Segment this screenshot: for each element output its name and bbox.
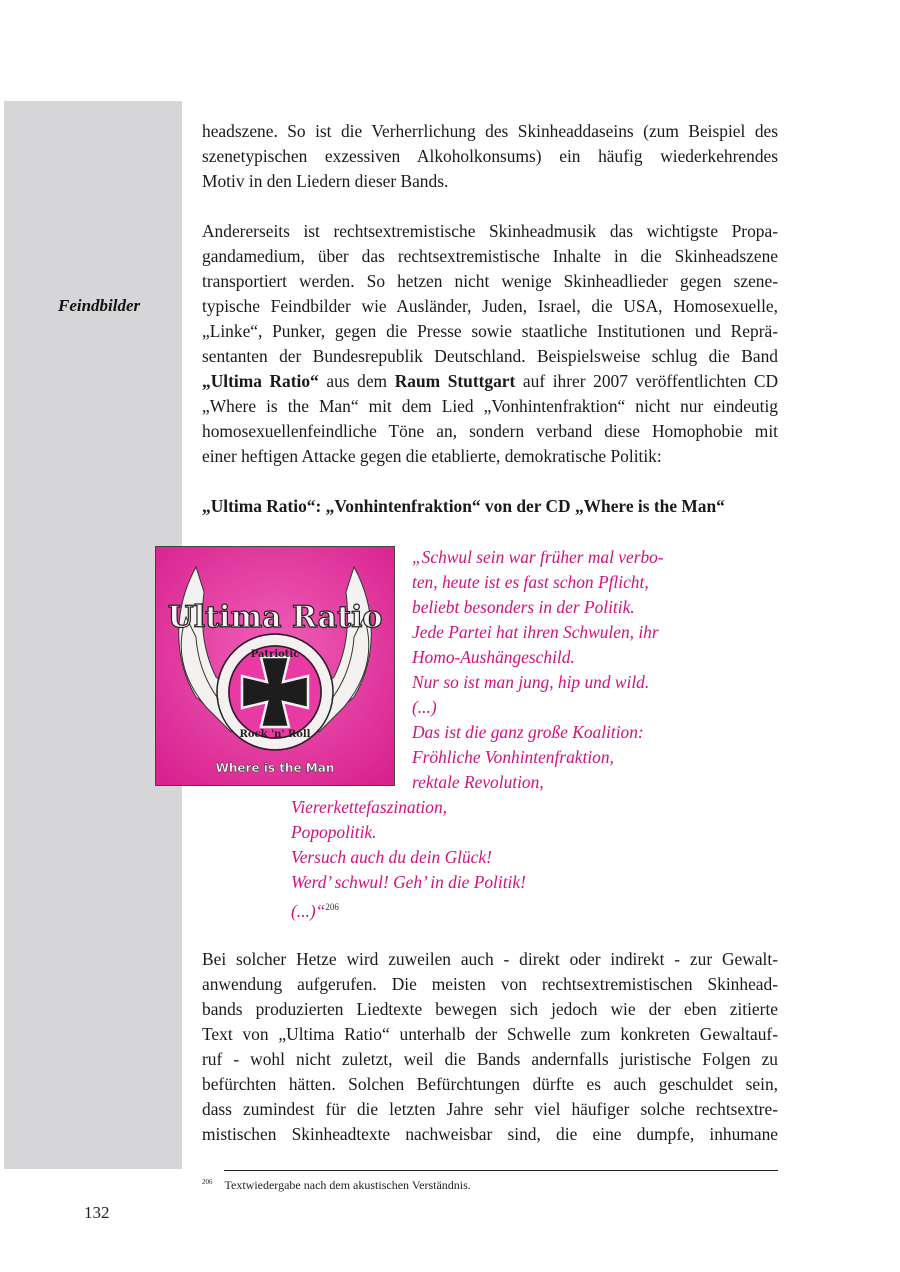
lyric-line: beliebt besonders in der Politik. xyxy=(412,597,635,617)
text-line: bands produzierten Liedtexte bewegen sich jedoch wie der eben zitierte xyxy=(202,999,778,1019)
text-line: homosexuellenfeindliche Töne an, sondern verband diese Homophobie mit xyxy=(202,421,778,441)
lyric-end: (...)“ xyxy=(291,900,326,921)
text-line: einer heftigen Attacke gegen die etablierte, demokratische Politik: xyxy=(202,446,662,466)
paragraph-2 xyxy=(202,219,778,469)
text-line: ruf - wohl nicht zuletzt, weil die Bands andernfalls juristische Folgen zu xyxy=(202,1049,778,1069)
lyric-line: (...) xyxy=(412,697,437,717)
paragraph-1 xyxy=(202,119,778,194)
lyric-line: Popopolitik. xyxy=(291,822,377,842)
text-line: transportiert werden. So hetzen nicht wenige Skinheadlieder gegen szene- xyxy=(202,271,778,291)
lyrics-lower xyxy=(291,795,526,924)
lyric-line: rektale Revolution, xyxy=(412,772,544,792)
album-cover-art xyxy=(156,547,394,785)
cover-album-title: Where is the Man xyxy=(215,761,335,775)
text-line: befürchten hätten. Solchen Befürchtungen dürfte es auch geschuldet sein, xyxy=(202,1074,778,1094)
footnote-ref: 206 xyxy=(325,902,339,912)
text-line: Text von „Ultima Ratio“ unterhalb der Schwelle zum konkreten Gewaltauf- xyxy=(202,1024,778,1044)
text-line: mistischen Skinheadtexte nachweisbar sind, die eine dumpfe, inhumane xyxy=(202,1124,778,1144)
lyric-line: Nur so ist man jung, hip und wild. xyxy=(412,672,650,692)
text-line: anwendung aufgerufen. Die meisten von rechtsextremistischen Skinhead- xyxy=(202,974,778,994)
lyrics-upper xyxy=(412,545,664,795)
band-name: „Ultima Ratio“ xyxy=(202,371,319,391)
cover-upper-ring: Patriotic xyxy=(250,649,300,660)
lyric-line: Versuch auch du dein Glück! xyxy=(291,847,492,867)
page-number: 132 xyxy=(84,1203,110,1222)
paragraph-3 xyxy=(202,947,778,1147)
footnote xyxy=(202,1178,471,1193)
text-line xyxy=(202,369,778,394)
lyric-line: Fröhliche Vonhintenfraktion, xyxy=(412,747,614,767)
text-line: „Linke“, Punker, gegen die Presse sowie staatliche Institutionen und Reprä- xyxy=(202,321,778,341)
album-cover xyxy=(155,546,395,786)
text-fragment: aus dem xyxy=(318,371,395,391)
song-heading: „Ultima Ratio“: „Vonhintenfraktion“ von der CD „Where is the Man“ xyxy=(202,496,725,516)
lyric-line: „Schwul sein war früher mal verbo- xyxy=(412,547,664,567)
text-line: typische Feindbilder wie Ausländer, Juden, Israel, die USA, Homosexuelle, xyxy=(202,296,778,316)
text-line: Bei solcher Hetze wird zuweilen auch - direkt oder indirekt - zur Gewalt- xyxy=(202,949,778,969)
cover-lower-ring: Rock 'n' Roll xyxy=(239,729,311,740)
lyric-line: Viererkettefaszination, xyxy=(291,797,447,817)
text-fragment: auf ihrer 2007 veröffentlichten CD xyxy=(515,371,779,391)
lyric-line: Das ist die ganz große Koalition: xyxy=(412,722,644,742)
cover-band-name: Ultima Ratio xyxy=(167,600,383,635)
text-line: Motiv in den Liedern dieser Bands. xyxy=(202,171,449,191)
footnote-divider xyxy=(224,1170,778,1171)
lyric-line: Homo-Aushängeschild. xyxy=(412,647,575,667)
text-line: headszene. So ist die Verherrlichung des Skinheaddaseins (zum Beispiel des xyxy=(202,121,778,141)
place-name: Raum Stuttgart xyxy=(394,371,516,391)
lyric-line: Werd’ schwul! Geh’ in die Politik! xyxy=(291,872,526,892)
text-line: sentanten der Bundesrepublik Deutschland. Beispielsweise schlug die Band xyxy=(202,346,778,366)
text-line: szenetypischen exzessiven Alkoholkonsums) ein häufig wiederkehrendes xyxy=(202,146,778,166)
text-line: „Where is the Man“ mit dem Lied „Vonhintenfraktion“ nicht nur eindeutig xyxy=(202,396,778,416)
text-line: dass zumindest für die letzten Jahre sehr viel häufiger solche rechtsextre- xyxy=(202,1099,778,1119)
lyric-line: Jede Partei hat ihren Schwulen, ihr xyxy=(412,622,659,642)
text-line: Andererseits ist rechtsextremistische Skinheadmusik das wichtigste Propa- xyxy=(202,221,778,241)
margin-label: Feindbilder xyxy=(58,296,141,315)
footnote-number: 206 xyxy=(202,1178,213,1186)
lyric-line: ten, heute ist es fast schon Pflicht, xyxy=(412,572,649,592)
text-line: gandamedium, über das rechtsextremistische Inhalte in die Skinheadszene xyxy=(202,246,778,266)
footnote-text: Textwiedergabe nach dem akustischen Verständnis. xyxy=(224,1178,471,1192)
lyric-line xyxy=(291,895,526,924)
